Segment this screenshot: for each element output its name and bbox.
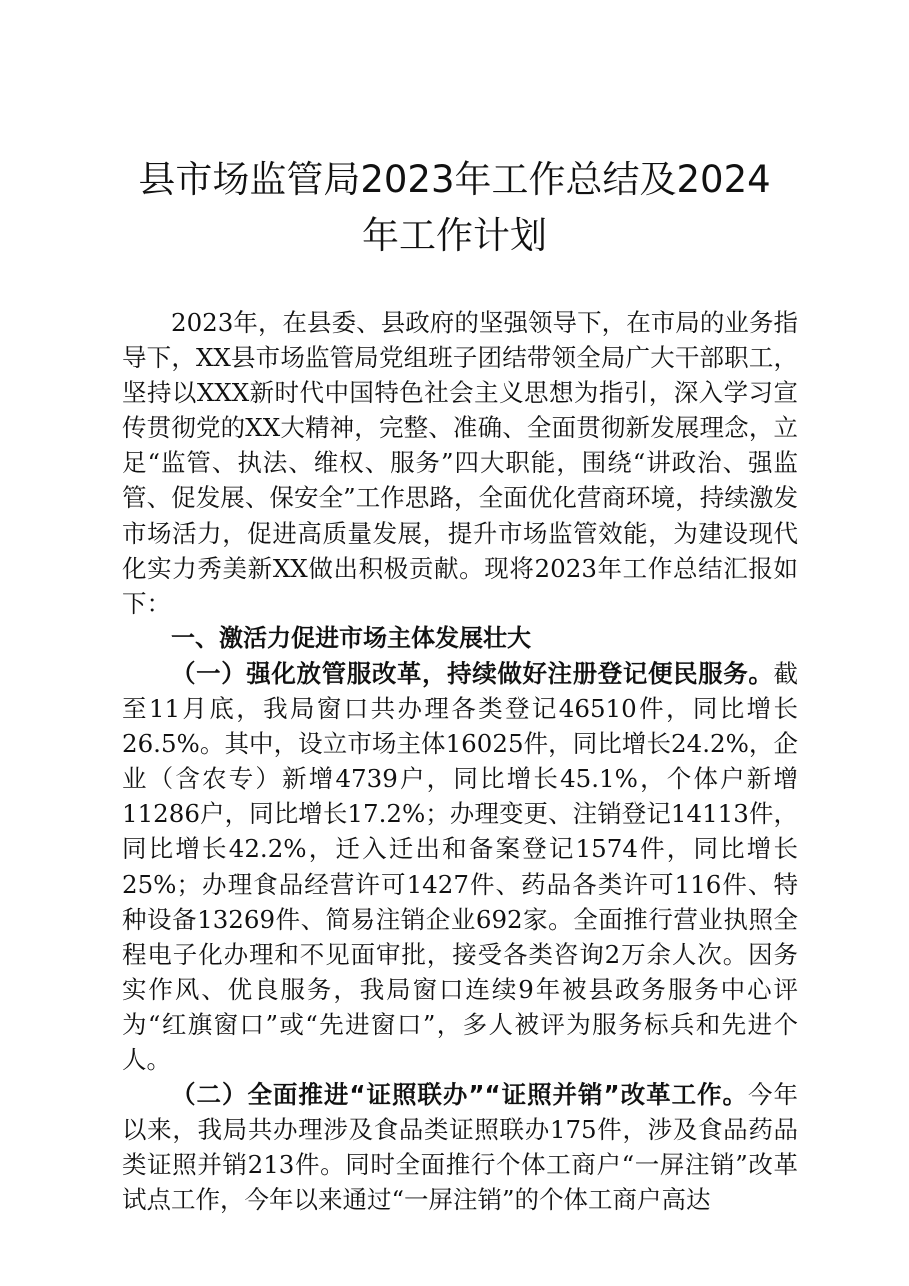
item-paragraph-1 xyxy=(122,656,798,1077)
document-title: 县市场监管局2023年工作总结及2024年工作计划 xyxy=(138,158,771,257)
intro-paragraph: 2023年，在县委、县政府的坚强领导下，在市局的业务指导下，XX县市场监管局党组班子团结带领全局广大干部职工，坚持以XXX新时代中国特色社会主义思想为指引，深入学习宣传贯彻党的XX大精神，完整、准确、全面贯彻新发展理念，立足“监管、执法、维权、服务”四大职能，围绕“讲政治、强监管、促发展、保安全”工作思路，全面优化营商环境，持续激发市场活力，促进高质量发展，提升市场监管效能，为建设现代化实力秀美新XX做出积极贡献。现将2023年工作总结汇报如下： xyxy=(122,308,798,618)
item-body-1: 截至11月底，我局窗口共办理各类登记46510件，同比增长26.5%。其中，设立市场主体16025件，同比增长24.2%，企业（含农专）新增4739户，同比增长45.1%，个体户新增11286户，同比增长17.2%；办理变更、注销登记14113件，同比增长42.2%，迁入迁出和备案登记1574件，同比增长25%；办理食品经营许可1427件、药品各类许可116件、特种设备13269件、简易注销企业692家。全面推行营业执照全程电子化办理和不见面审批，接受各类咨询2万余人次。因务实作风、优良服务，我局窗口连续9年被县政务服务中心评为“红旗窗口”或“先进窗口”，多人被评为服务标兵和先进个人。 xyxy=(122,658,798,1074)
item-paragraph-2 xyxy=(122,1077,798,1217)
section-heading-1: 一、激活力促进市场主体发展壮大 xyxy=(171,623,531,652)
item-lead-1: （一）强化放管服改革，持续做好注册登记便民服务。 xyxy=(171,658,774,688)
item-lead-2: （二）全面推进“证照联办”“证照并销”改革工作。 xyxy=(171,1080,749,1110)
document-body xyxy=(122,305,798,1217)
item-body-2: 今年以来，我局共办理涉及食品类证照联办175件，涉及食品药品类证照并销213件。同时全面推行个体工商户“一屏注销”改革试点工作，今年以来通过“一屏注销”的个体工商户高达 xyxy=(122,1080,799,1215)
